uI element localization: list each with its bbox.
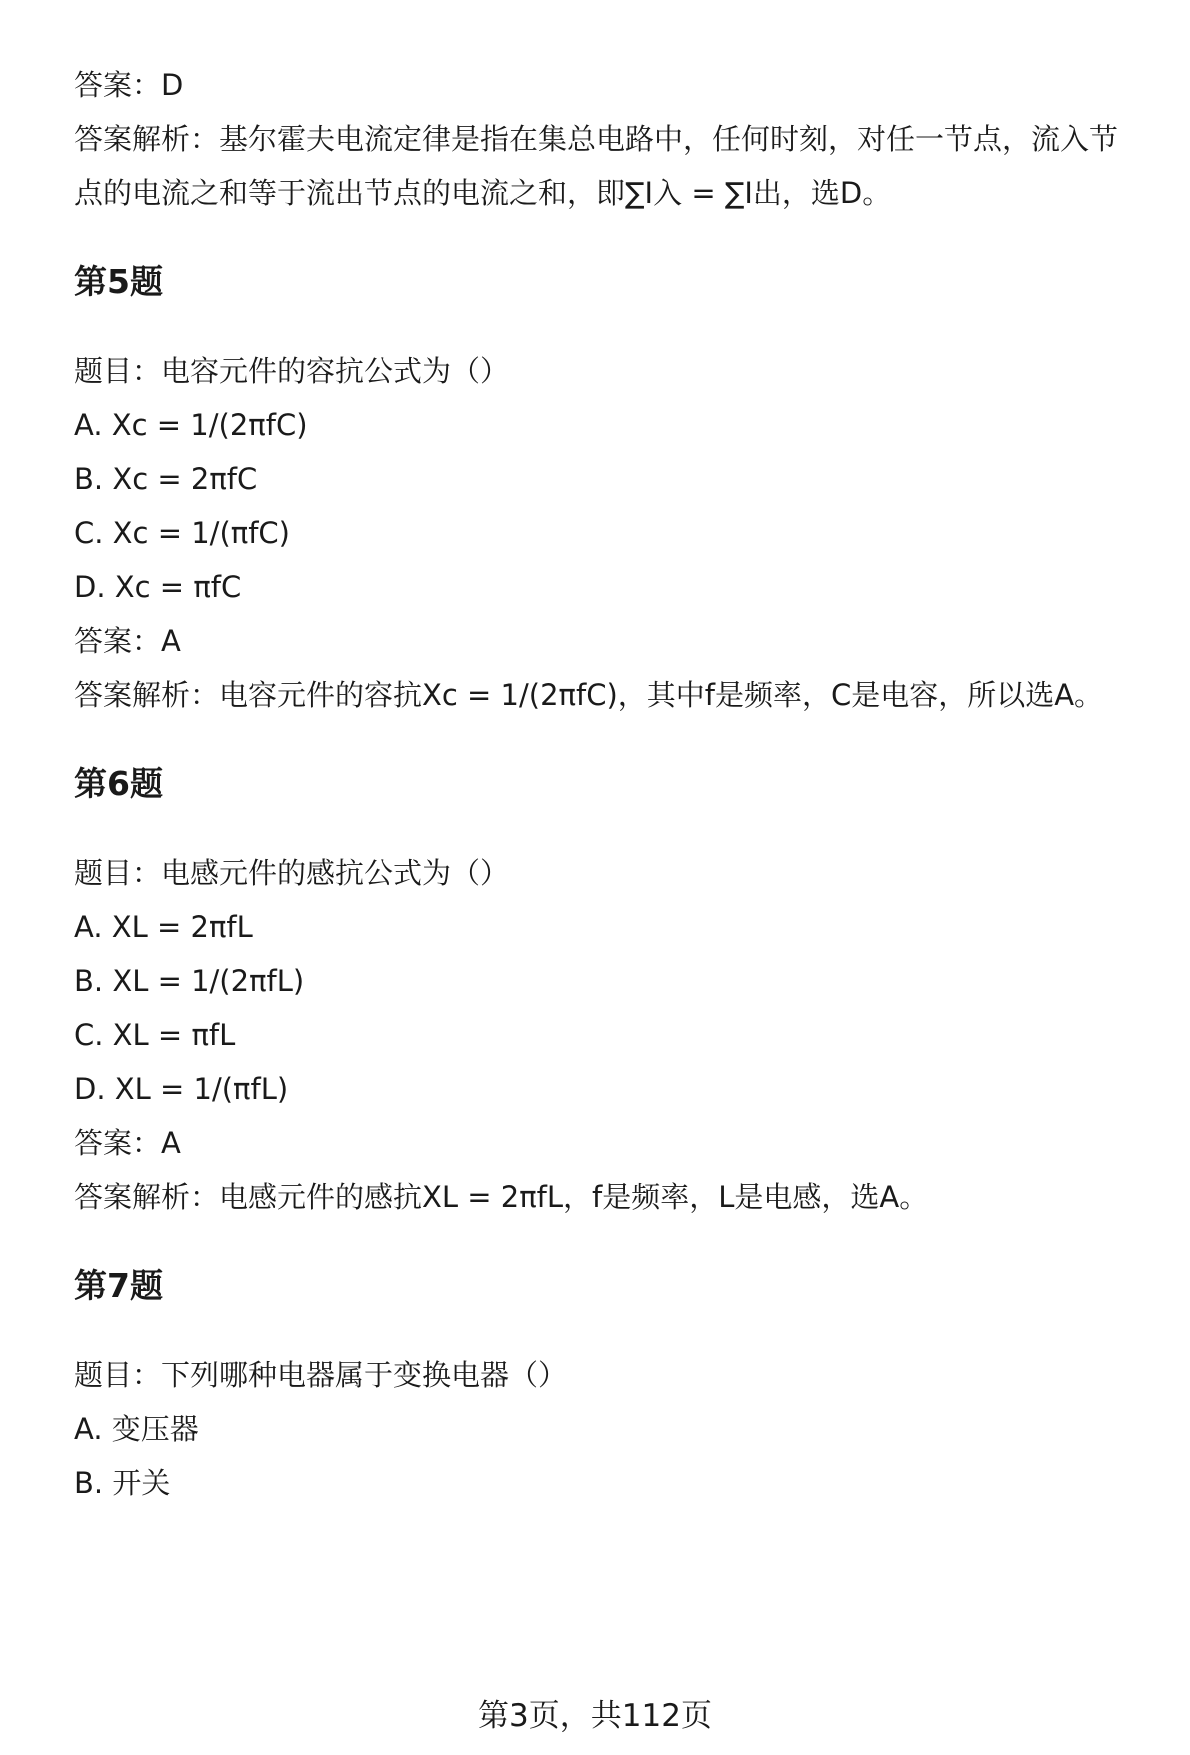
- answer-text: 答案：D: [74, 68, 184, 102]
- answer-text: 答案：A: [74, 624, 181, 658]
- option-d: D. Xc = πfC: [74, 570, 242, 604]
- question-text: 题目：下列哪种电器属于变换电器（）: [74, 1358, 568, 1392]
- question-heading-5: 第5题: [74, 262, 163, 301]
- question-text: 题目：电感元件的感抗公式为（）: [74, 856, 510, 890]
- answer-text: 答案：A: [74, 1126, 181, 1160]
- option-c: C. XL = πfL: [74, 1018, 236, 1052]
- option-c: C. Xc = 1/(πfC): [74, 516, 290, 550]
- option-b: B. Xc = 2πfC: [74, 462, 258, 496]
- question-heading-6: 第6题: [74, 764, 163, 803]
- explanation-text: 答案解析：电容元件的容抗Xc = 1/(2πfC)，其中f是频率，C是电容，所以选A。: [74, 678, 1104, 712]
- option-b: B. 开关: [74, 1466, 171, 1500]
- option-d: D. XL = 1/(πfL): [74, 1072, 289, 1106]
- question-text: 题目：电容元件的容抗公式为（）: [74, 354, 510, 388]
- option-a: A. Xc = 1/(2πfC): [74, 408, 308, 442]
- page-number: 第3页，共112页: [478, 1698, 712, 1734]
- option-a: A. 变压器: [74, 1412, 199, 1446]
- explanation-text: 答案解析：基尔霍夫电流定律是指在集总电路中，任何时刻，对任一节点，流入节: [74, 122, 1119, 156]
- explanation-text-continued: 点的电流之和等于流出节点的电流之和，即∑I入 = ∑I出，选D。: [74, 176, 892, 210]
- question-heading-7: 第7题: [74, 1266, 163, 1305]
- option-b: B. XL = 1/(2πfL): [74, 964, 305, 998]
- explanation-text: 答案解析：电感元件的感抗XL = 2πfL，f是频率，L是电感，选A。: [74, 1180, 929, 1214]
- option-a: A. XL = 2πfL: [74, 910, 253, 944]
